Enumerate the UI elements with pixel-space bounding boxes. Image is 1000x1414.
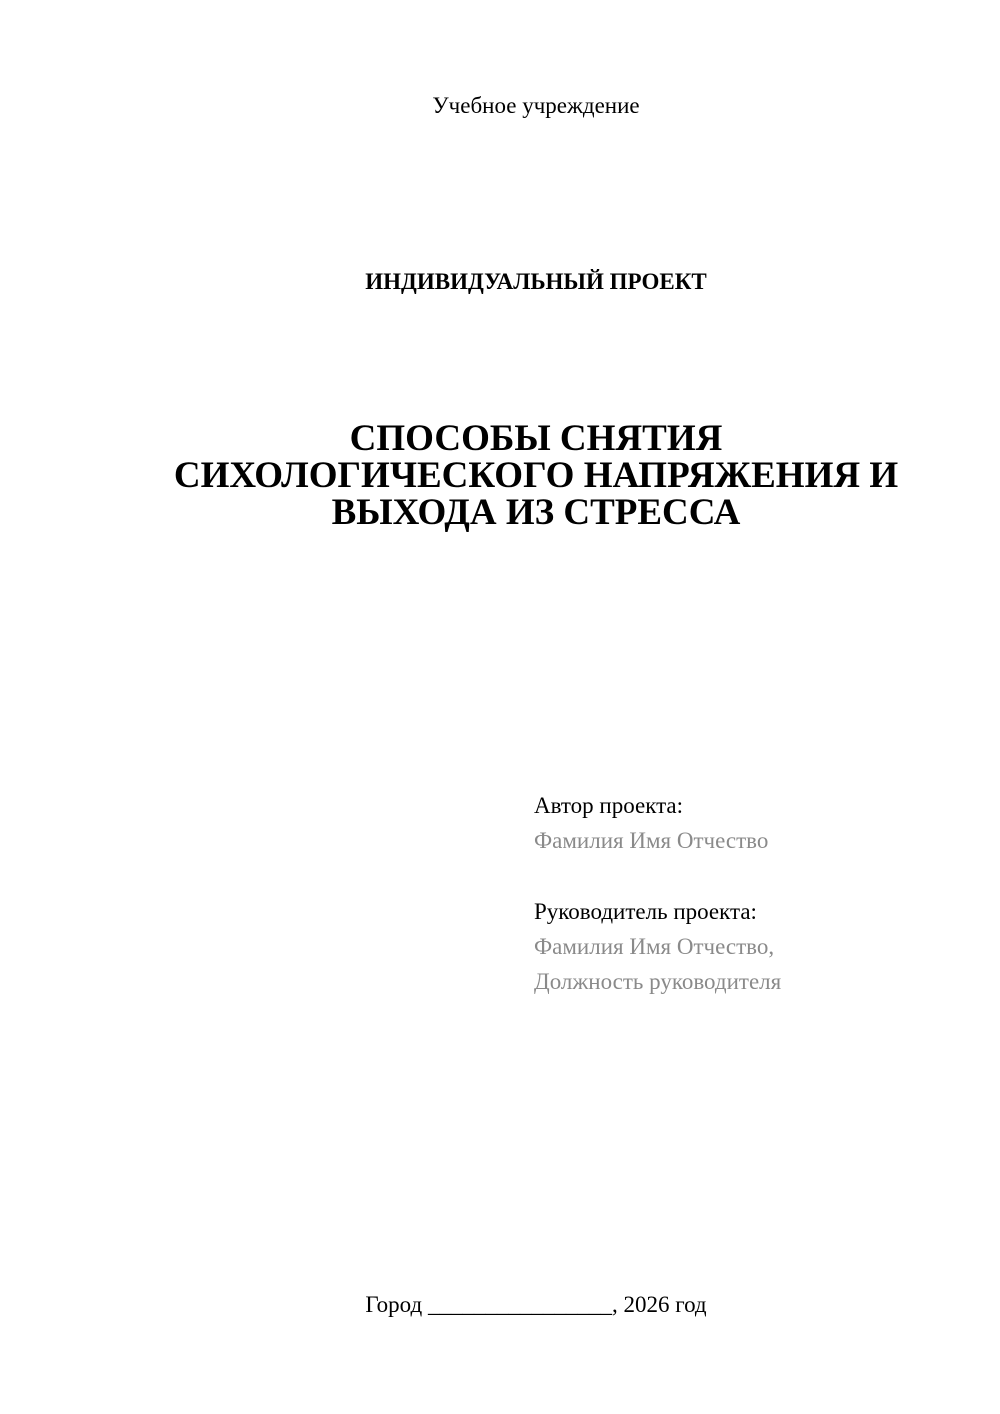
- supervisor-position: Должность руководителя: [534, 969, 782, 994]
- project-title: [0, 420, 1000, 531]
- supervisor-name: Фамилия Имя Отчество,: [534, 934, 775, 959]
- project-type-heading: ИНДИВИДУАЛЬНЫЙ ПРОЕКТ: [365, 269, 707, 294]
- author-name: Фамилия Имя Отчество: [534, 828, 769, 853]
- supervisor-label: Руководитель проекта:: [534, 899, 757, 924]
- institution-name: Учебное учреждение: [432, 93, 640, 118]
- project-title-line-2: СИХОЛОГИЧЕСКОГО НАПРЯЖЕНИЯ И: [173, 455, 899, 496]
- project-title-line-1: СПОСОБЫ СНЯТИЯ: [349, 418, 723, 459]
- info-spacer: [534, 858, 974, 894]
- city-year-line: Город ________________, 2026 год: [365, 1292, 707, 1317]
- project-title-line-3: ВЫХОДА ИЗ СТРЕССА: [331, 492, 741, 533]
- project-info-block: [534, 788, 974, 999]
- author-label: Автор проекта:: [534, 793, 683, 818]
